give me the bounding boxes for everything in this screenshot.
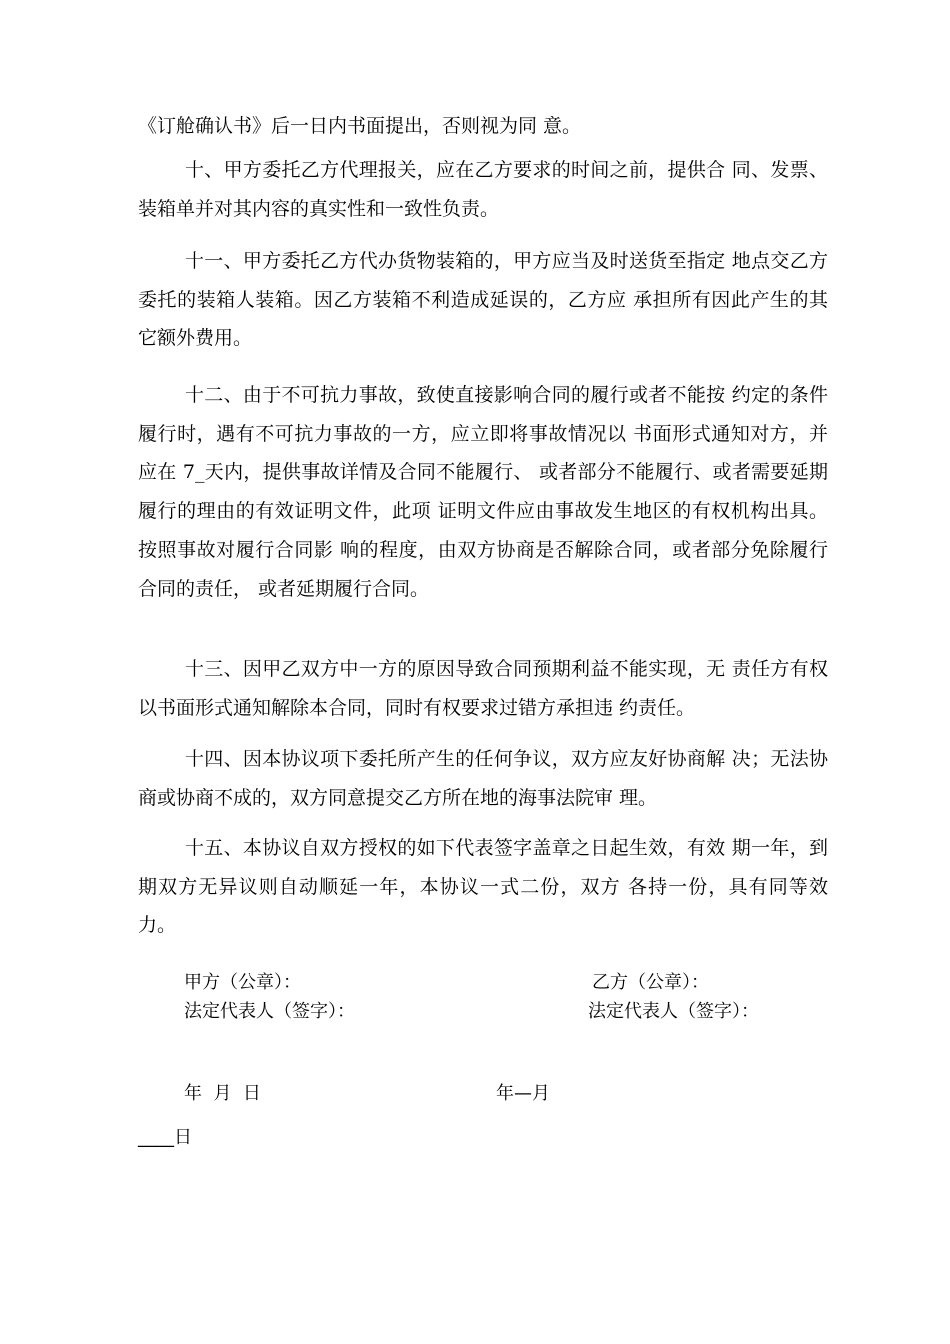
party-b-seal-label: 乙方（公章）：: [592, 972, 709, 993]
clause-14: 十四、因本协议项下委托所产生的任何争议，双方应友好协商解 决；无法协商或协商不成的，双方同意提交乙方所在地的海事法院审 理。: [138, 748, 828, 809]
clause-15: 十五、本协议自双方授权的如下代表签字盖章之日起生效，有效 期一年，到期双方无异议则自动顺延一年，本协议一式二份，双方 各持一份，具有同等效力。: [138, 837, 828, 937]
clause-11: 十一、甲方委托乙方代办货物装箱的，甲方应当及时送货至指定 地点交乙方委托的装箱人装箱。因乙方装箱不利造成延误的，乙方应 承担所有因此产生的其它额外费用。: [138, 250, 828, 350]
party-a-rep-label: 法定代表人（签字）：: [184, 1001, 355, 1022]
clause-13: 十三、因甲乙双方中一方的原因导致合同预期利益不能实现，无 责任方有权以书面形式通知解除本合同，同时有权要求过错方承担违 约责任。: [138, 658, 828, 719]
party-b-date-label: 年—月: [496, 1083, 550, 1104]
party-a-date-label: 年 月 日: [184, 1083, 261, 1104]
clause-10: 十、甲方委托乙方代理报关，应在乙方要求的时间之前，提供合 同、发票、装箱单并对其内容的真实性和一致性负责。: [138, 159, 828, 220]
party-b-rep-label: 法定代表人（签字）：: [588, 1001, 759, 1022]
clause-12: 十二、由于不可抗力事故，致使直接影响合同的履行或者不能按 约定的条件履行时，遇有不可抗力事故的一方，应立即将事故情况以 书面形式通知对方，并应在 7_天内，提供事故详情及合同不能履行、 或者部分不能履行、或者需要延期履行的理由的有效证明文件，此项 证明文件应由事故发生地区的有权机构出具。按照事故对履行合同影 响的程度，由双方协商是否解除合同，或者部分免除履行合同的责任， 或者延期履行合同。: [138, 384, 828, 600]
party-b-day-label: ____日: [138, 1127, 192, 1148]
party-a-seal-label: 甲方（公章）：: [184, 972, 301, 993]
paragraph-continuation: 《订舱确认书》后一日内书面提出，否则视为同 意。: [138, 115, 582, 137]
